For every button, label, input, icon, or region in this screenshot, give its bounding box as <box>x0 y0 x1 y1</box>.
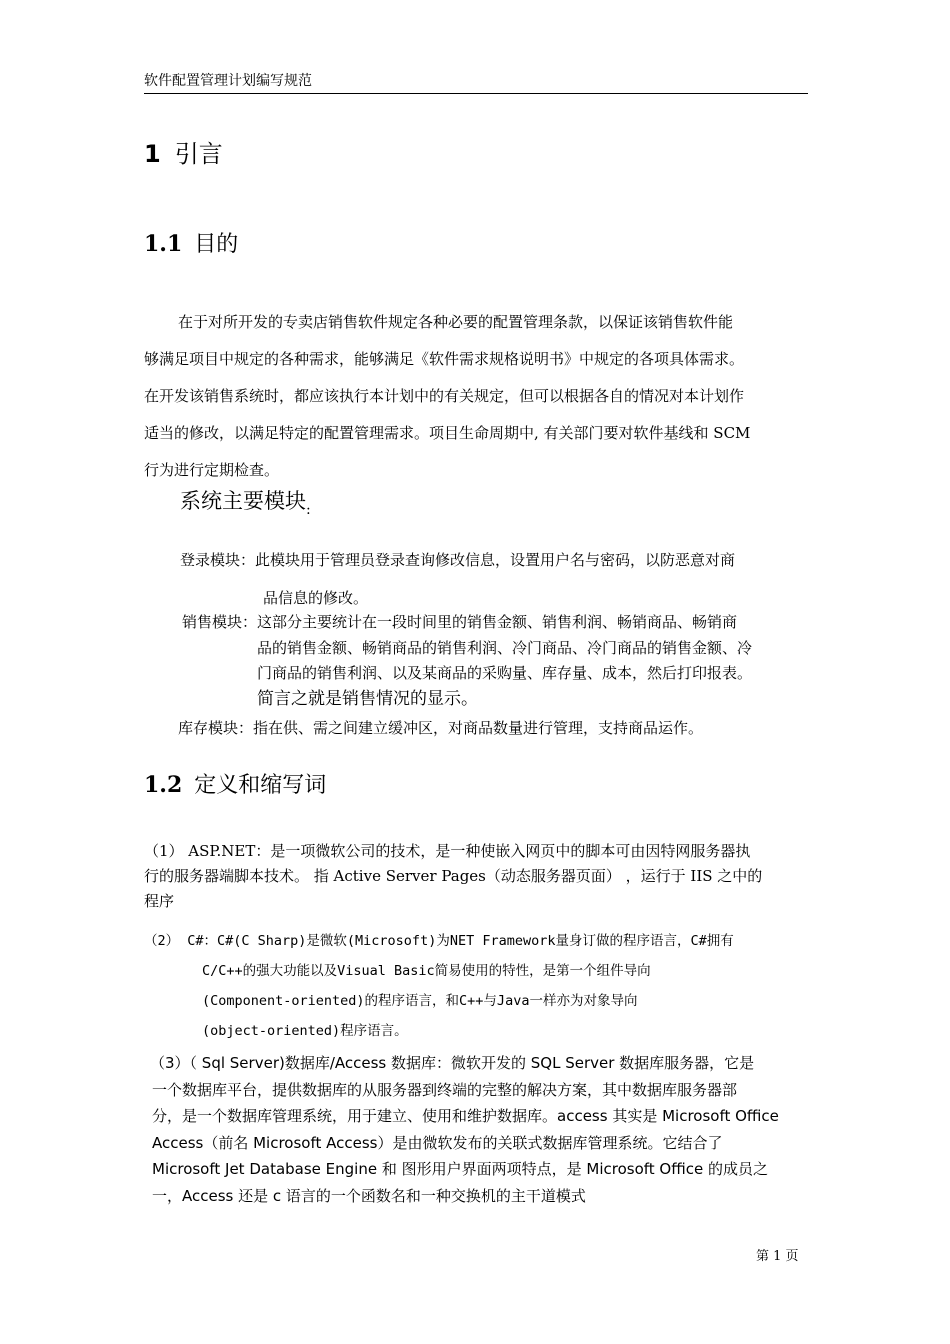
definition-line: （2） C#：C#(C Sharp)是微软(Microsoft)为NET Framework量身订做的程序语言，C#拥有 <box>144 933 734 949</box>
section-1-title: 引言 <box>174 140 223 168</box>
definition-item-csharp <box>144 926 808 1046</box>
definition-line: Microsoft Jet Database Engine 和 图形用户界面两项特点，是 Microsoft Office 的成员之 <box>152 1160 768 1178</box>
section-1-1-number: 1.1 <box>144 231 183 257</box>
definition-line: （1） ASP.NET：是一项微软公司的技术，是一种使嵌入网页中的脚本可由因特网服务器执 <box>144 842 751 860</box>
running-header: 软件配置管理计划编写规范 <box>144 71 808 94</box>
definition-line: 一个数据库平台，提供数据库的从服务器到终端的完整的解决方案，其中数据库服务器部 <box>152 1080 738 1099</box>
section-1-1-title: 目的 <box>194 232 239 257</box>
purpose-line: 够满足项目中规定的各种需求，能够满足《软件需求规格说明书》中规定的各项具体需求。 <box>144 350 745 368</box>
definition-line: 程序 <box>144 892 175 910</box>
page-number: 第 1 页 <box>756 1249 799 1264</box>
purpose-line: 适当的修改，以满足特定的配置管理需求。项目生命周期中, 有关部门要对软件基线和 SCM <box>144 424 751 442</box>
inventory-module <box>178 715 703 741</box>
purpose-paragraph <box>144 304 808 489</box>
sales-module-line: 品的销售金额、畅销商品的销售利润、冷门商品、冷门商品的销售金额、冷 <box>257 638 753 657</box>
definition-item-asp-net <box>144 839 808 914</box>
definition-line: 一，Access 还是 c 语言的一个函数名和一种交换机的主干道模式 <box>152 1186 586 1205</box>
section-1-2-title: 定义和缩写词 <box>194 773 327 798</box>
section-1-number: 1 <box>144 140 161 168</box>
sales-module-line: 销售模块：这部分主要统计在一段时间里的销售金额、销售利润、畅销商品、畅销商 <box>182 613 738 631</box>
definition-line: 行的服务器端脚本技术。 指 Active Server Pages（动态服务器页面） ，运行于 IIS 之中的 <box>144 867 763 885</box>
login-module-line: 登录模块：此模块用于管理员登录查询修改信息，设置用户名与密码，以防恶意对商 <box>180 551 736 569</box>
section-1-1-heading <box>144 229 238 260</box>
definition-line: (Component-oriented)的程序语言，和C++与Java一样亦为对象导向 <box>202 993 638 1009</box>
section-1-2-heading <box>144 770 326 801</box>
purpose-line: 在于对所开发的专卖店销售软件规定各种必要的配置管理条款，以保证该销售软件能 <box>178 313 734 331</box>
definition-item-database <box>144 1050 808 1209</box>
login-module <box>180 541 735 617</box>
section-1-2-number: 1.2 <box>144 772 183 798</box>
modules-title-colon: : <box>306 502 311 518</box>
inventory-module-line: 库存模块：指在供、需之间建立缓冲区，对商品数量进行管理，支持商品运作。 <box>178 719 704 737</box>
sales-module <box>182 610 752 712</box>
modules-title <box>180 486 311 525</box>
sales-module-line: 门商品的销售利润、以及某商品的采购量、库存量、成本，然后打印报表。 <box>257 664 753 682</box>
modules-title-text: 系统主要模块 <box>180 489 306 513</box>
definition-line: 分，是一个数据库管理系统，用于建立、使用和维护数据库。access 其实是 Microsoft Office <box>152 1107 779 1125</box>
definition-line: C/C++的强大功能以及Visual Basic简易使用的特性，是第一个组件导向 <box>202 963 651 979</box>
definition-line: Access（前名 Microsoft Access）是由微软发布的关联式数据库管理系统。它结合了 <box>152 1133 723 1152</box>
sales-module-line: 简言之就是销售情况的显示。 <box>257 688 478 709</box>
definition-line: (object-oriented)程序语言。 <box>202 1023 408 1039</box>
purpose-line: 在开发该销售系统时，都应该执行本计划中的有关规定，但可以根据各自的情况对本计划作 <box>144 387 745 405</box>
purpose-line: 行为进行定期检查。 <box>144 461 280 479</box>
login-module-line: 品信息的修改。 <box>263 589 369 607</box>
section-1-heading <box>144 138 223 170</box>
definition-line: （3）（ Sql Server)数据库/Access 数据库：微软开发的 SQL Server 数据库服务器，它是 <box>150 1054 755 1072</box>
